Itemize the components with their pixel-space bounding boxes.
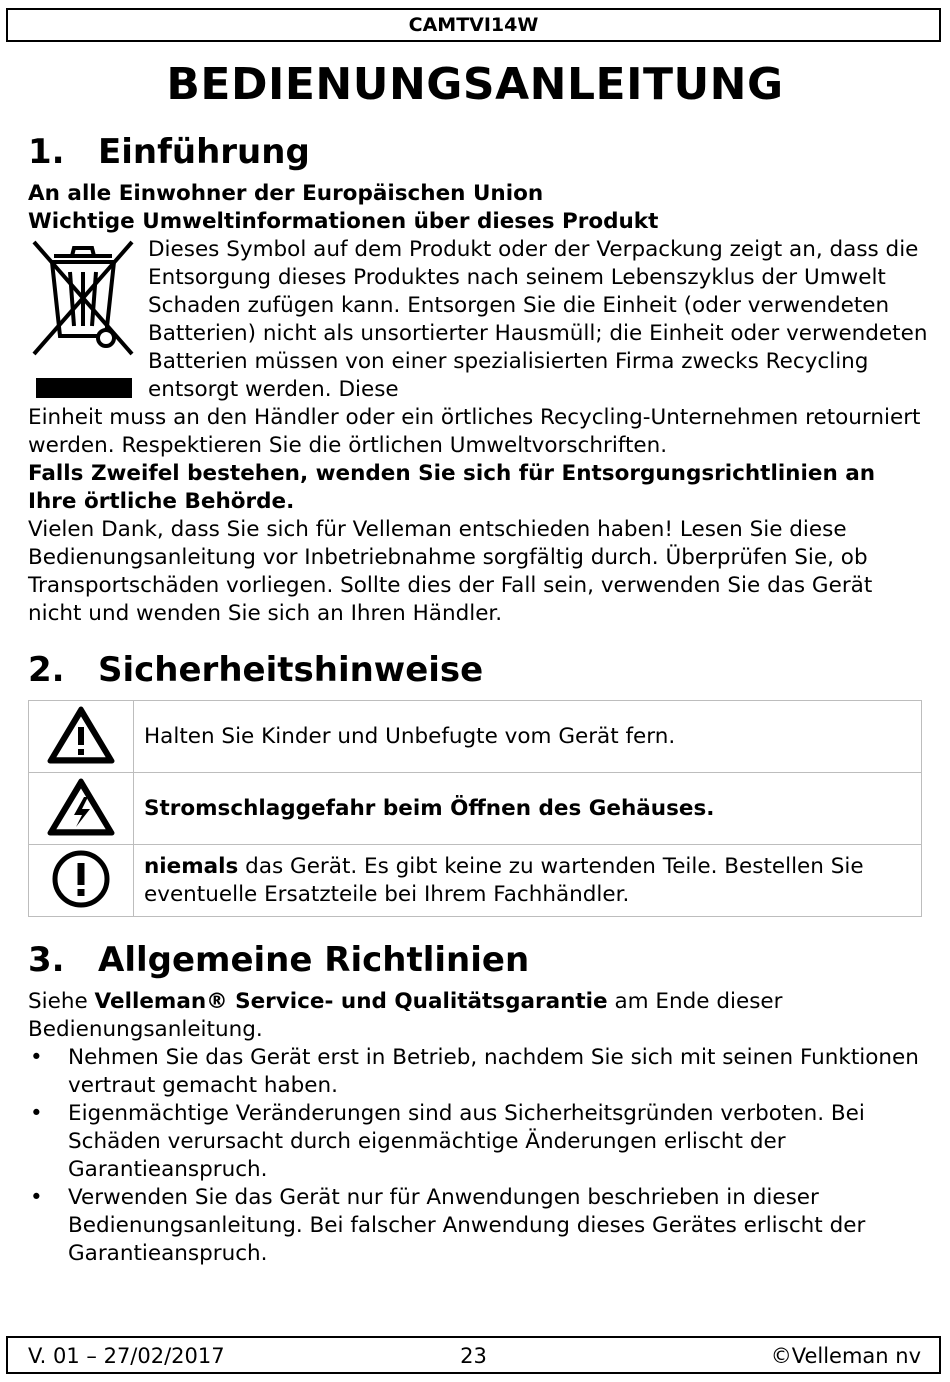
- disposal-notice: Falls Zweifel bestehen, wenden Sie sich für Entsorgungsrichtlinien an Ihre örtliche Behörde.: [28, 461, 876, 514]
- crossed-out-bin-icon: [28, 238, 138, 400]
- list-item-text: Eigenmächtige Veränderungen sind aus Sicherheitsgründen verboten. Bei Schäden verursacht durch eigenmächtige Änderungen erlischt der Garantieanspruch.: [68, 1101, 865, 1182]
- electric-shock-icon: [46, 777, 116, 837]
- warranty-reference: Velleman® Service- und Qualitätsgarantie: [94, 989, 608, 1014]
- section-2-title: Sicherheitshinweise: [98, 650, 484, 690]
- safety-icon-cell: [29, 773, 134, 845]
- page-number: 23: [460, 1344, 487, 1368]
- safety-text: Halten Sie Kinder und Unbefugte vom Gerät fern.: [134, 701, 922, 773]
- section-3-title: Allgemeine Richtlinien: [98, 940, 530, 980]
- section-1-heading: [28, 132, 310, 172]
- section-3-heading: [28, 940, 529, 980]
- guidelines-list: [28, 1044, 928, 1268]
- document-title: BEDIENUNGSANLEITUNG: [166, 59, 784, 110]
- safety-text: Stromschlaggefahr beim Öffnen des Gehäuses.: [134, 773, 922, 845]
- footer: [6, 1336, 941, 1374]
- header-model: CAMTVI14W: [6, 8, 941, 42]
- safety-row: [29, 773, 922, 845]
- list-item: [28, 1044, 928, 1100]
- list-item: [28, 1100, 928, 1184]
- bullet-glyph: •: [30, 1101, 43, 1126]
- intro-post: am Ende dieser Bedienungsanleitung.: [28, 989, 783, 1042]
- section-3-number: 3.: [28, 940, 65, 980]
- intro-pre: Siehe: [28, 989, 95, 1014]
- weee-paragraph-continued: Einheit muss an den Händler oder ein örtliches Recycling-Unternehmen retourniert werden. Respektieren Sie die örtlichen Umweltvorschriften.: [28, 405, 921, 458]
- bullet-glyph: •: [30, 1045, 43, 1070]
- eu-residents-line: An alle Einwohner der Europäischen Union: [28, 181, 544, 206]
- warning-triangle-icon: [46, 705, 116, 765]
- thanks-paragraph: Vielen Dank, dass Sie sich für Velleman entschieden haben! Lesen Sie diese Bedienungsanleitung vor Inbetriebnahme sorgfältig durch. Überprüfen Sie, ob Transportschäden vorliegen. Sollte dies der Fall sein, verwenden Sie das Gerät nicht und wenden Sie sich an Ihren Händler.: [28, 517, 873, 626]
- list-item-text: Nehmen Sie das Gerät erst in Betrieb, nachdem Sie sich mit seinen Funktionen vertraut gemacht haben.: [68, 1045, 919, 1098]
- safety-table: [28, 700, 922, 917]
- environment-info-line: Wichtige Umweltinformationen über dieses Produkt: [28, 209, 659, 234]
- safety-icon-cell: [29, 701, 134, 773]
- safety-icon-cell: [29, 845, 134, 917]
- list-item-text: Verwenden Sie das Gerät nur für Anwendungen beschrieben in dieser Bedienungsanleitung. Bei falscher Anwendung dieses Gerätes erlischt der Garantieanspruch.: [68, 1185, 866, 1266]
- safety-text-rest: das Gerät. Es gibt keine zu wartenden Teile. Bestellen Sie eventuelle Ersatzteile bei Ihrem Fachhändler.: [144, 853, 864, 907]
- exclamation-circle-icon: [49, 849, 113, 909]
- safety-row: [29, 701, 922, 773]
- weee-paragraph: Dieses Symbol auf dem Produkt oder der Verpackung zeigt an, dass die Entsorgung dieses Produktes nach seinem Lebenszyklus der Umwelt Schaden zufügen kann. Entsorgen Sie die Einheit (oder verwendeten Batterien) nicht als unsortierter Hausmüll; die Einheit oder verwendeten Batterien müssen von einer spezialisierten Firma zwecks Recycling entsorgt werden. Diese: [148, 237, 928, 402]
- safety-row: [29, 845, 922, 917]
- safety-text-bold: niemals: [144, 853, 239, 879]
- bullet-glyph: •: [30, 1185, 43, 1210]
- section-2-heading: [28, 650, 483, 690]
- section-2-number: 2.: [28, 650, 65, 690]
- copyright: ©Velleman nv: [770, 1344, 921, 1368]
- version-date: V. 01 – 27/02/2017: [28, 1344, 225, 1368]
- guidelines-intro: [28, 988, 928, 1044]
- section-1-title: Einführung: [98, 132, 310, 172]
- list-item: [28, 1184, 928, 1268]
- section-1-number: 1.: [28, 132, 65, 172]
- safety-text: [134, 845, 922, 917]
